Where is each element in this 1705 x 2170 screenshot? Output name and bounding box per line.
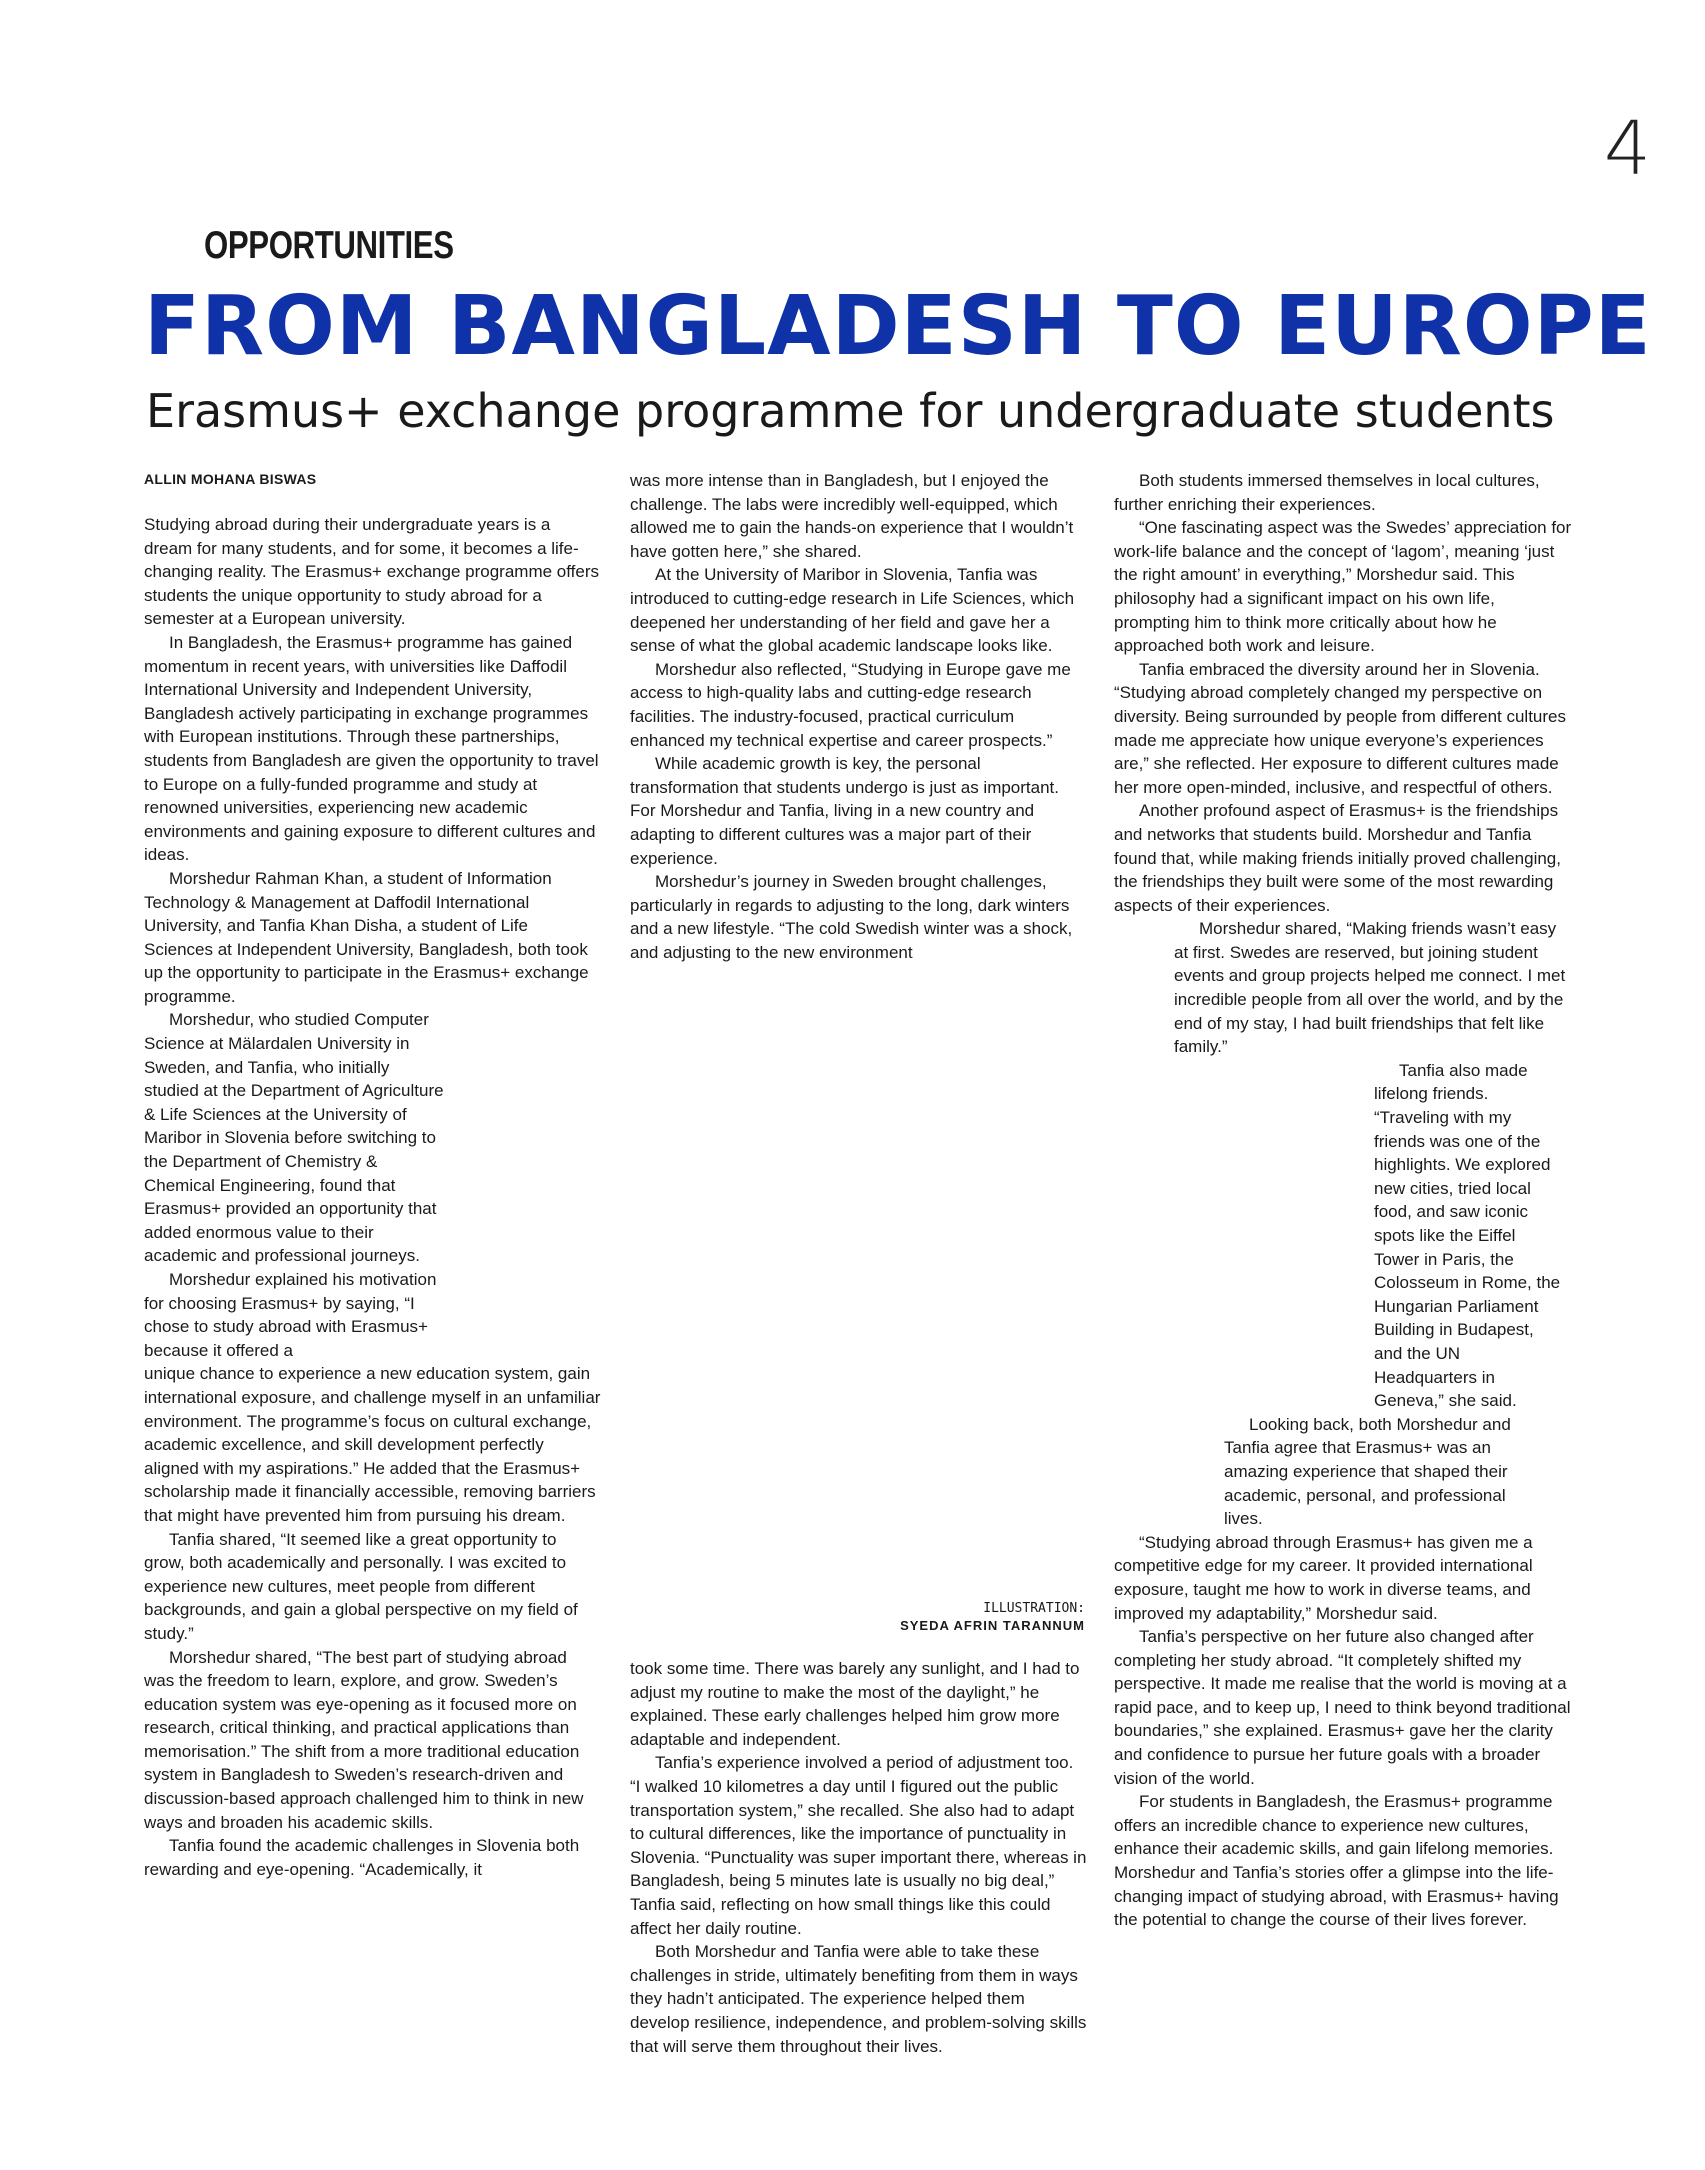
paragraph: Both students immersed themselves in local cultures, further enriching their experiences. [1114,471,1540,514]
headline: FROM BANGLADESH TO EUROPE [144,279,1652,374]
paragraph: “Studying abroad through Erasmus+ has given me a competitive edge for my career. It provided international exposure, taught me how to work in diverse teams, and improved my adaptability,” Morshedur said. [1114,1532,1533,1623]
article-column-3 [1114,469,1574,1932]
paragraph: In Bangladesh, the Erasmus+ programme has gained momentum in recent years, with universities like Daffodil International University and Independent University, Bangladesh actively participating in exchange programmes with European institutions. Through these partnerships, students from Bangladesh are given the opportunity to travel to Europe on a fully-funded programme and study at renowned universities, experiencing new academic environments and gaining exposure to different cultures and ideas. [144,632,599,865]
paragraph: Morshedur also reflected, “Studying in Europe gave me access to high-quality labs and cutting-edge research facilities. The industry-focused, practical curriculum enhanced my technical expertise and career prospects.” [630,659,1071,750]
paragraph: unique chance to experience a new education system, gain international exposure, and challenge myself in an unfamiliar environment. The programme’s focus on cultural exchange, academic excellence, and skill development perfectly aligned with my aspirations.” He added that the Erasmus+ scholarship made it financially accessible, removing barriers that might have prevented him from pursuing his dream. [144,1364,601,1525]
credit-label: ILLUSTRATION: [983,1601,1085,1616]
paragraph: For students in Bangladesh, the Erasmus+ programme offers an incredible chance to experience new cultures, enhance their academic skills, and gain lifelong memories. Morshedur and Tanfia’s stories offer a glimpse into the life-changing impact of studying abroad, with Erasmus+ having the potential to change the course of their lives forever. [1114,1792,1559,1930]
article-column-2-top [630,469,1088,964]
subheadline: Erasmus+ exchange programme for undergraduate students [146,384,1555,438]
paragraph: Morshedur Rahman Khan, a student of Information Technology & Management at Daffodil International University, and Tanfia Khan Disha, a student of Life Sciences at Independent University, Bangladesh, both took up the opportunity to participate in the Erasmus+ exchange programme. [144,868,589,1006]
paragraph: “One fascinating aspect was the Swedes’ appreciation for work-life balance and the concept of ‘lagom’, meaning ‘just the right amount’ in everything,” Morshedur said. This philosophy had a significant impact on his own life, prompting him to think more critically about how he approached both work and leisure. [1114,518,1572,656]
paragraph: Morshedur’s journey in Sweden brought challenges, particularly in regards to adjusting to the long, dark winters and a new lifestyle. “The cold Swedish winter was a shock, and adjusting to the new environment [630,872,1073,962]
section-label: OPPORTUNITIES [204,224,454,267]
paragraph: At the University of Maribor in Slovenia, Tanfia was introduced to cutting-edge research in Life Sciences, which deepened her understanding of her field and gave her a sense of what the global academic landscape looks like. [630,565,1075,656]
paragraph: Morshedur explained his motivation for choosing Erasmus+ by saying, “I chose to study abroad with Erasmus+ because it offered a [144,1270,437,1360]
article-column-2-bottom [630,1657,1088,2058]
paragraph: Tanfia found the academic challenges in Slovenia both rewarding and eye-opening. “Academically, it [144,1836,580,1879]
paragraph: Another profound aspect of Erasmus+ is the friendships and networks that students build. Morshedur and Tanfia found that, while making friends initially proved challenging, the friendships they built were some of the most rewarding aspects of their experiences. [1114,801,1561,915]
paragraph: was more intense than in Bangladesh, but I enjoyed the challenge. The labs were incredibly well-equipped, which allowed me to gain the hands-on experience that I wouldn’t have gotten here,” she shared. [630,471,1074,561]
paragraph: Tanfia embraced the diversity around her in Slovenia. “Studying abroad completely changed my perspective on diversity. Being surrounded by people from different cultures made me appreciate how unique everyone’s experiences are,” she reflected. Her exposure to different cultures made her more open-minded, inclusive, and respectful of others. [1114,659,1567,797]
paragraph: While academic growth is key, the personal transformation that students undergo is just as important. For Morshedur and Tanfia, living in a new country and adapting to different cultures was a major part of their experience. [630,754,1060,868]
paragraph: Tanfia shared, “It seemed like a great opportunity to grow, both academically and personally. I was excited to experience new cultures, meet people from different backgrounds, and gain a global perspective on my field of study.” [144,1529,578,1643]
paragraph: Both Morshedur and Tanfia were able to take these challenges in stride, ultimately benefiting from them in ways they hadn’t anticipated. The experience helped them develop resilience, independence, and problem-solving skills that will serve them throughout their lives. [630,1942,1087,2056]
paragraph: Tanfia’s perspective on her future also changed after completing her study abroad. “It completely shifted my perspective. It made me realise that the world is moving at a rapid pace, and to keep up, I need to think beyond traditional boundaries,” she explained. Erasmus+ gave her the clarity and confidence to pursue her future goals with a broader vision of the world. [1114,1627,1571,1788]
illustration-credit [900,1600,1085,1634]
paragraph: Looking back, both Morshedur and Tanfia agree that Erasmus+ was an amazing experience that shaped their academic, personal, and professional lives. [1224,1414,1511,1529]
paragraph: Tanfia also made lifelong friends. “Traveling with my friends was one of the highlights. We explored new cities, tried local food, and saw iconic spots like the Eiffel Tower in Paris, the Colosseum in Rome, the Hungarian Parliament Building in Budapest, and the UN Headquarters in Geneva,” she said. [1374,1060,1561,1411]
paragraph: Morshedur, who studied Computer Science at Mälardalen University in Sweden, and Tanfia, who initially studied at the Department of Agriculture & Life Sciences at the University of Maribor in Slovenia before switching to the Department of Chemistry & Chemical Engineering, found that Erasmus+ provided an opportunity that added enormous value to their academic and professional journeys. [144,1010,444,1266]
paragraph: Morshedur shared, “The best part of studying abroad was the freedom to learn, explore, and grow. Sweden’s education system was eye-opening as it focused more on research, critical thinking, and practical applications than memorisation.” The shift from a more traditional education system in Bangladesh to Sweden’s research-driven and discussion-based approach challenged him to think in new ways and broaden his academic skills. [144,1647,584,1832]
article-column-1 [144,469,601,1881]
paragraph: Studying abroad during their undergraduate years is a dream for many students, and for some, it becomes a life-changing reality. The Erasmus+ exchange programme offers students the unique opportunity to study abroad for a semester at a European university. [144,515,599,629]
page-number: 4 [1603,106,1651,192]
byline: ALLIN MOHANA BISWAS [144,471,317,487]
credit-name: SYEDA AFRIN TARANNUM [900,1618,1085,1633]
paragraph: Tanfia’s experience involved a period of adjustment too. “I walked 10 kilometres a day until I figured out the public transportation system,” she recalled. She also had to adapt to cultural differences, like the importance of punctuality in Slovenia. “Punctuality was super important there, whereas in Bangladesh, being 5 minutes late is usually no big deal,” Tanfia said, reflecting on how small things like this could affect her daily routine. [630,1753,1087,1938]
paragraph: took some time. There was barely any sunlight, and I had to adjust my routine to make the most of the daylight,” he explained. These early challenges helped him grow more adaptable and independent. [630,1659,1080,1749]
paragraph: Morshedur shared, “Making friends wasn’t easy at first. Swedes are reserved, but joining student events and group projects helped me connect. I met incredible people from all over the world, and by the end of my stay, I had built friendships that felt like family.” [1174,919,1566,1057]
